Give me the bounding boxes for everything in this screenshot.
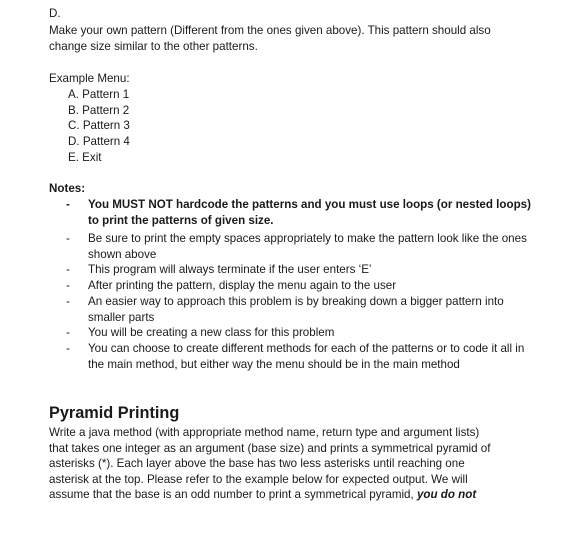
notes-title: Notes: — [49, 182, 86, 195]
note-text: Be sure to print the empty spaces appropriately to make the pattern look like the ones shown above — [88, 232, 527, 261]
menu-item-d: D. Pattern 4 — [68, 135, 130, 148]
bullet-dash: - — [66, 326, 70, 339]
example-menu-title: Example Menu: — [49, 72, 130, 85]
pyramid-last-line-text: assume that the base is an odd number to print a symmetrical pyramid, — [49, 488, 417, 501]
note-text: After printing the pattern, display the menu again to the user — [88, 279, 397, 292]
intro-line-1: Make your own pattern (Different from the ones given above). This pattern should also — [49, 24, 491, 37]
note-text: An easier way to approach this problem is by breaking down a bigger pattern into smaller parts — [88, 295, 504, 324]
bullet-dash: - — [66, 279, 70, 292]
note-text: You can choose to create different methods for each of the patterns or to code it all in the main method, but either way the menu should be in the main method — [88, 342, 525, 371]
pyramid-text-line: asterisks (*). Each layer above the base has two less asterisks until reaching one — [49, 457, 465, 470]
section-label: D. — [49, 7, 61, 20]
bullet-dash: - — [66, 342, 70, 355]
pyramid-text-line: that takes one integer as an argument (base size) and prints a symmetrical pyramid of — [49, 442, 491, 455]
note-text: You will be creating a new class for this problem — [88, 326, 335, 339]
note-text: You MUST NOT hardcode the patterns and you must use loops (or nested loops) to print the patterns of given size. — [88, 198, 531, 227]
bullet-dash: - — [66, 198, 70, 211]
pyramid-heading: Pyramid Printing — [49, 404, 180, 422]
menu-item-c: C. Pattern 3 — [68, 119, 130, 132]
bullet-dash: - — [66, 232, 70, 245]
menu-item-a: A. Pattern 1 — [68, 88, 130, 101]
bullet-dash: - — [66, 295, 70, 308]
intro-line-2: change size similar to the other patterns. — [49, 40, 258, 53]
menu-item-e: E. Exit — [68, 151, 102, 164]
pyramid-text-line: asterisk at the top. Please refer to the example below for expected output. We will — [49, 473, 468, 486]
menu-item-b: B. Pattern 2 — [68, 104, 130, 117]
note-text: This program will always terminate if the user enters ‘E’ — [88, 263, 372, 276]
pyramid-text-last-line — [49, 487, 476, 503]
pyramid-last-line-emphasis: you do not — [416, 488, 477, 501]
bullet-dash: - — [66, 263, 70, 276]
pyramid-text-line: Write a java method (with appropriate method name, return type and argument lists) — [49, 426, 480, 439]
